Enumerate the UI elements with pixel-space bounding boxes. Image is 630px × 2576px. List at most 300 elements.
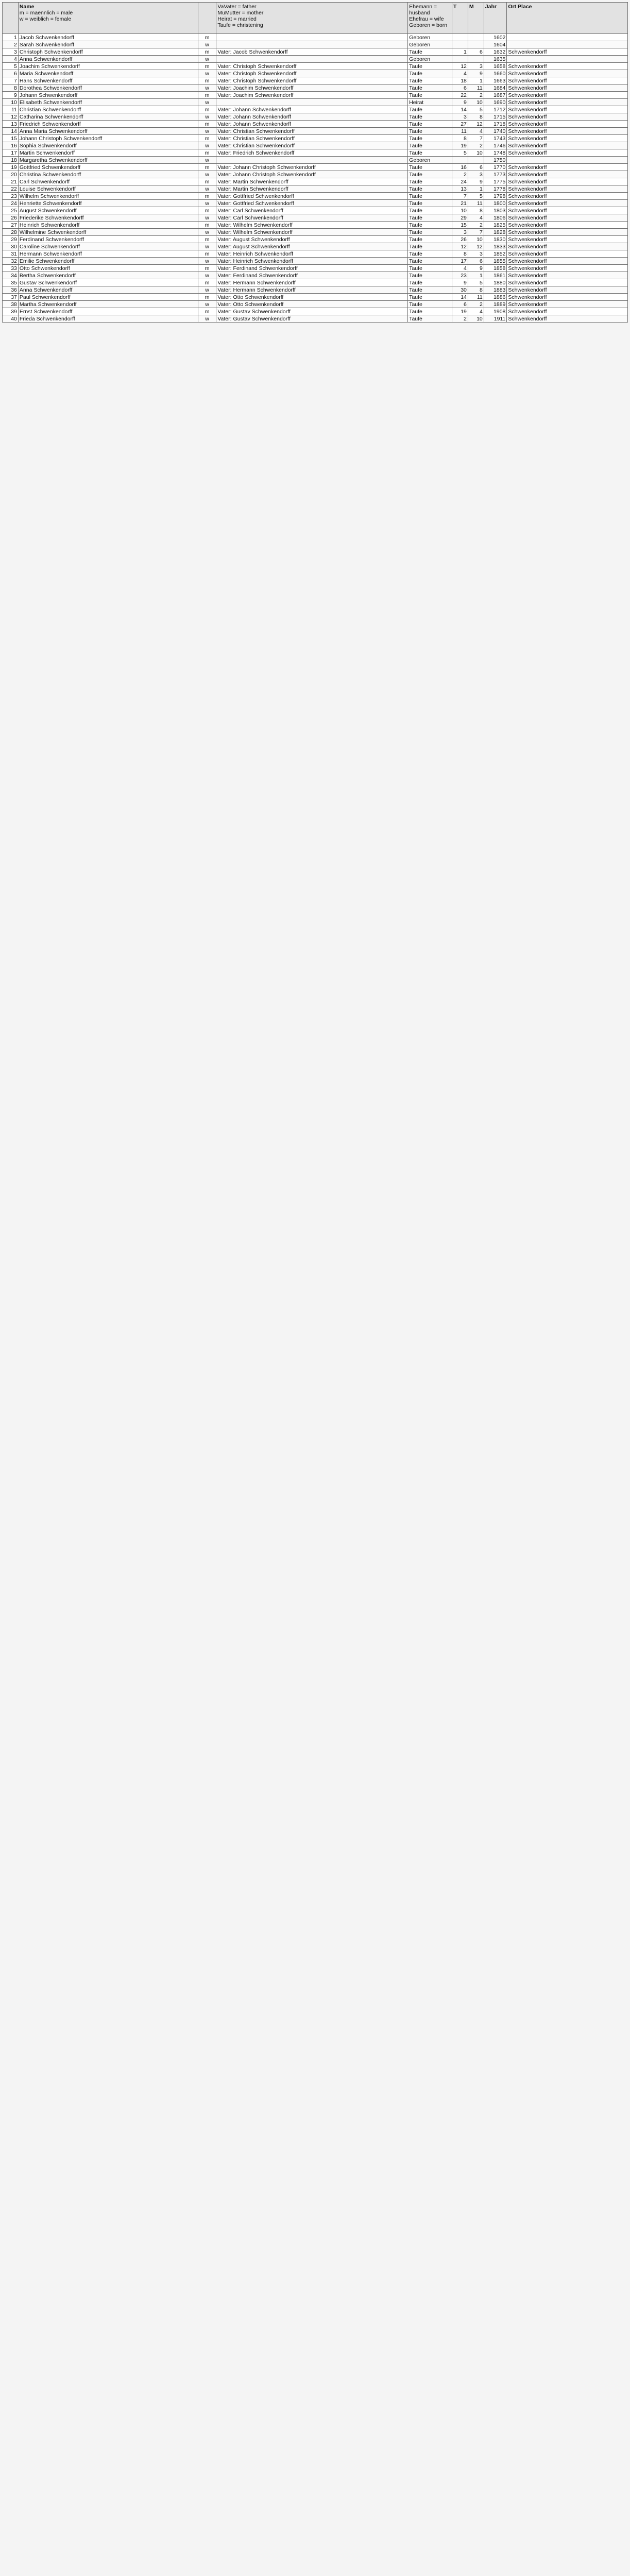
table-row xyxy=(3,63,628,70)
row-month: 12 xyxy=(468,121,484,128)
row-place: Schwenkendorff xyxy=(507,185,628,193)
row-month: 11 xyxy=(468,294,484,301)
row-year: 1635 xyxy=(484,56,507,63)
row-event: Taufe xyxy=(408,214,452,222)
row-year: 1750 xyxy=(484,157,507,164)
row-year: 1806 xyxy=(484,214,507,222)
row-place: Schwenkendorff xyxy=(507,121,628,128)
row-day: 14 xyxy=(452,294,468,301)
row-year: 1712 xyxy=(484,106,507,113)
row-event: Taufe xyxy=(408,48,452,56)
table-row xyxy=(3,301,628,308)
row-nr: 20 xyxy=(3,171,19,178)
row-name: Catharina Schwenkendorff xyxy=(18,113,198,121)
row-sex: m xyxy=(198,149,216,157)
row-event: Taufe xyxy=(408,294,452,301)
row-year: 1684 xyxy=(484,84,507,92)
row-event: Taufe xyxy=(408,149,452,157)
row-name: Jacob Schwenkendorff xyxy=(18,34,198,41)
row-day: 16 xyxy=(452,164,468,171)
row-nr: 10 xyxy=(3,99,19,106)
row-month: 2 xyxy=(468,222,484,229)
row-place xyxy=(507,41,628,48)
row-month: 9 xyxy=(468,265,484,272)
header-month: M xyxy=(468,3,484,34)
row-day: 15 xyxy=(452,222,468,229)
row-name: Dorothea Schwenkendorff xyxy=(18,84,198,92)
row-event: Taufe xyxy=(408,207,452,214)
row-nr: 11 xyxy=(3,106,19,113)
table-row xyxy=(3,200,628,207)
row-event: Geboren xyxy=(408,34,452,41)
row-nr: 26 xyxy=(3,214,19,222)
row-name: Sophia Schwenkendorff xyxy=(18,142,198,149)
row-event: Taufe xyxy=(408,272,452,279)
row-sex: w xyxy=(198,84,216,92)
row-place: Schwenkendorff xyxy=(507,301,628,308)
row-parents: Vater: Joachim Schwenkendorff xyxy=(216,92,408,99)
row-day xyxy=(452,41,468,48)
table-row xyxy=(3,56,628,63)
header-sex-legend-male: m = maennlich = male xyxy=(19,10,73,16)
row-parents: Vater: Johann Schwenkendorff xyxy=(216,106,408,113)
row-sex: m xyxy=(198,34,216,41)
row-parents: Vater: Carl Schwenkendorff xyxy=(216,207,408,214)
row-place: Schwenkendorff xyxy=(507,229,628,236)
table-row xyxy=(3,171,628,178)
row-month: 5 xyxy=(468,106,484,113)
row-year: 1886 xyxy=(484,294,507,301)
header-parents-mother: MuMutter = mother xyxy=(217,10,264,16)
row-nr: 1 xyxy=(3,34,19,41)
row-day: 8 xyxy=(452,250,468,258)
row-sex: m xyxy=(198,236,216,243)
table-row xyxy=(3,142,628,149)
row-parents: Vater: Jacob Schwenkendorff xyxy=(216,48,408,56)
row-sex: m xyxy=(198,294,216,301)
row-month: 9 xyxy=(468,70,484,77)
row-day: 5 xyxy=(452,149,468,157)
row-day: 4 xyxy=(452,265,468,272)
row-year: 1604 xyxy=(484,41,507,48)
table-row xyxy=(3,135,628,142)
table-row xyxy=(3,214,628,222)
row-place: Schwenkendorff xyxy=(507,207,628,214)
row-place xyxy=(507,56,628,63)
row-event: Taufe xyxy=(408,77,452,84)
row-year: 1830 xyxy=(484,236,507,243)
table-row xyxy=(3,34,628,41)
row-sex: w xyxy=(198,258,216,265)
row-year: 1690 xyxy=(484,99,507,106)
row-sex: m xyxy=(198,193,216,200)
row-day: 21 xyxy=(452,200,468,207)
row-month: 8 xyxy=(468,286,484,294)
row-name: Johann Schwenkendorff xyxy=(18,92,198,99)
row-parents: Vater: Gottfried Schwenkendorff xyxy=(216,193,408,200)
row-nr: 29 xyxy=(3,236,19,243)
row-day: 19 xyxy=(452,308,468,315)
row-event: Taufe xyxy=(408,84,452,92)
row-month: 3 xyxy=(468,250,484,258)
row-place: Schwenkendorff xyxy=(507,279,628,286)
row-place: Schwenkendorff xyxy=(507,294,628,301)
row-parents: Vater: Otto Schwenkendorff xyxy=(216,301,408,308)
row-year: 1748 xyxy=(484,149,507,157)
row-parents: Vater: Christoph Schwenkendorff xyxy=(216,63,408,70)
row-name: Elisabeth Schwenkendorff xyxy=(18,99,198,106)
table-row xyxy=(3,258,628,265)
row-sex: m xyxy=(198,279,216,286)
row-year: 1770 xyxy=(484,164,507,171)
row-name: Paul Schwenkendorff xyxy=(18,294,198,301)
row-year: 1658 xyxy=(484,63,507,70)
row-sex: w xyxy=(198,41,216,48)
row-day xyxy=(452,56,468,63)
row-event: Taufe xyxy=(408,142,452,149)
row-year: 1746 xyxy=(484,142,507,149)
row-sex: m xyxy=(198,135,216,142)
row-name: Joachim Schwenkendorff xyxy=(18,63,198,70)
row-nr: 17 xyxy=(3,149,19,157)
row-name: Martha Schwenkendorff xyxy=(18,301,198,308)
table-row xyxy=(3,106,628,113)
row-year: 1660 xyxy=(484,70,507,77)
row-place: Schwenkendorff xyxy=(507,258,628,265)
table-row xyxy=(3,41,628,48)
row-year: 1828 xyxy=(484,229,507,236)
row-sex: m xyxy=(198,178,216,185)
row-event: Geboren xyxy=(408,41,452,48)
row-year: 1632 xyxy=(484,48,507,56)
row-name: Wilhelm Schwenkendorff xyxy=(18,193,198,200)
row-year: 1778 xyxy=(484,185,507,193)
table-row xyxy=(3,272,628,279)
row-year: 1715 xyxy=(484,113,507,121)
row-nr: 31 xyxy=(3,250,19,258)
row-day: 9 xyxy=(452,99,468,106)
row-sex: w xyxy=(198,315,216,323)
row-sex: m xyxy=(198,92,216,99)
row-month: 6 xyxy=(468,48,484,56)
row-parents: Vater: August Schwenkendorff xyxy=(216,236,408,243)
row-event: Taufe xyxy=(408,135,452,142)
row-name: Christoph Schwenkendorff xyxy=(18,48,198,56)
row-name: Hermann Schwenkendorff xyxy=(18,250,198,258)
table-row xyxy=(3,265,628,272)
row-place xyxy=(507,157,628,164)
row-name: Hans Schwenkendorff xyxy=(18,77,198,84)
row-sex: w xyxy=(198,113,216,121)
row-year: 1833 xyxy=(484,243,507,250)
row-place: Schwenkendorff xyxy=(507,142,628,149)
row-parents xyxy=(216,157,408,164)
row-place: Schwenkendorff xyxy=(507,77,628,84)
row-event: Taufe xyxy=(408,185,452,193)
row-year: 1852 xyxy=(484,250,507,258)
row-month: 10 xyxy=(468,99,484,106)
row-parents: Vater: Martin Schwenkendorff xyxy=(216,185,408,193)
row-parents: Vater: Johann Christoph Schwenkendorff xyxy=(216,171,408,178)
row-parents: Vater: Otto Schwenkendorff xyxy=(216,294,408,301)
row-day: 27 xyxy=(452,121,468,128)
row-year: 1889 xyxy=(484,301,507,308)
row-nr: 35 xyxy=(3,279,19,286)
row-place: Schwenkendorff xyxy=(507,48,628,56)
row-nr: 38 xyxy=(3,301,19,308)
row-day: 26 xyxy=(452,236,468,243)
row-name: Bertha Schwenkendorff xyxy=(18,272,198,279)
row-sex: w xyxy=(198,99,216,106)
row-day: 6 xyxy=(452,84,468,92)
row-sex: w xyxy=(198,171,216,178)
row-place: Schwenkendorff xyxy=(507,222,628,229)
row-event: Taufe xyxy=(408,92,452,99)
row-place: Schwenkendorff xyxy=(507,113,628,121)
row-event: Taufe xyxy=(408,178,452,185)
row-month: 1 xyxy=(468,77,484,84)
row-event: Taufe xyxy=(408,250,452,258)
row-sex: w xyxy=(198,157,216,164)
table-row xyxy=(3,121,628,128)
row-day: 1 xyxy=(452,48,468,56)
row-name: Johann Christoph Schwenkendorff xyxy=(18,135,198,142)
row-parents: Vater: Martin Schwenkendorff xyxy=(216,178,408,185)
row-day xyxy=(452,157,468,164)
row-event: Geboren xyxy=(408,157,452,164)
row-month xyxy=(468,157,484,164)
row-parents: Vater: Gottfried Schwenkendorff xyxy=(216,200,408,207)
row-sex: w xyxy=(198,272,216,279)
row-place: Schwenkendorff xyxy=(507,70,628,77)
row-event: Taufe xyxy=(408,279,452,286)
header-sex-legend-female: w = weiblich = female xyxy=(19,16,72,22)
row-month: 10 xyxy=(468,149,484,157)
row-sex: m xyxy=(198,308,216,315)
row-name: Anna Maria Schwenkendorff xyxy=(18,128,198,135)
row-parents: Vater: Heinrich Schwenkendorff xyxy=(216,250,408,258)
row-nr: 8 xyxy=(3,84,19,92)
row-parents: Vater: Christian Schwenkendorff xyxy=(216,142,408,149)
row-nr: 34 xyxy=(3,272,19,279)
row-year: 1740 xyxy=(484,128,507,135)
header-day: T xyxy=(452,3,468,34)
row-sex: w xyxy=(198,56,216,63)
row-parents: Vater: Christian Schwenkendorff xyxy=(216,128,408,135)
table-row xyxy=(3,70,628,77)
header-parents-married: Heirat = married xyxy=(217,16,257,22)
row-name: Friederike Schwenkendorff xyxy=(18,214,198,222)
row-day: 4 xyxy=(452,70,468,77)
row-day: 14 xyxy=(452,106,468,113)
table-row xyxy=(3,308,628,315)
row-nr: 2 xyxy=(3,41,19,48)
row-year: 1861 xyxy=(484,272,507,279)
row-sex: m xyxy=(198,106,216,113)
row-month: 2 xyxy=(468,142,484,149)
row-year: 1718 xyxy=(484,121,507,128)
row-nr: 7 xyxy=(3,77,19,84)
row-place: Schwenkendorff xyxy=(507,243,628,250)
table-row xyxy=(3,286,628,294)
row-event: Taufe xyxy=(408,193,452,200)
row-parents: Vater: Joachim Schwenkendorff xyxy=(216,84,408,92)
header-parents xyxy=(216,3,408,34)
row-nr: 4 xyxy=(3,56,19,63)
header-row xyxy=(3,3,628,34)
header-name xyxy=(18,3,198,34)
table-row xyxy=(3,92,628,99)
row-place: Schwenkendorff xyxy=(507,106,628,113)
row-month: 6 xyxy=(468,164,484,171)
row-year: 1773 xyxy=(484,171,507,178)
row-event: Taufe xyxy=(408,70,452,77)
header-parents-christening: Taufe = christening xyxy=(217,22,263,28)
row-month: 4 xyxy=(468,308,484,315)
row-name: Sarah Schwenkendorff xyxy=(18,41,198,48)
row-year: 1858 xyxy=(484,265,507,272)
row-day: 18 xyxy=(452,77,468,84)
row-name: Carl Schwenkendorff xyxy=(18,178,198,185)
table-row xyxy=(3,315,628,323)
row-year: 1880 xyxy=(484,279,507,286)
row-year: 1911 xyxy=(484,315,507,323)
row-event: Heirat xyxy=(408,99,452,106)
row-sex: w xyxy=(198,185,216,193)
row-parents: Vater: Gustav Schwenkendorff xyxy=(216,315,408,323)
row-month: 3 xyxy=(468,171,484,178)
row-month: 2 xyxy=(468,92,484,99)
table-row xyxy=(3,99,628,106)
row-name: Frieda Schwenkendorff xyxy=(18,315,198,323)
row-name: Christina Schwenkendorff xyxy=(18,171,198,178)
row-sex: m xyxy=(198,77,216,84)
row-month: 11 xyxy=(468,200,484,207)
row-event: Taufe xyxy=(408,171,452,178)
row-nr: 16 xyxy=(3,142,19,149)
row-parents: Vater: Christian Schwenkendorff xyxy=(216,135,408,142)
row-nr: 40 xyxy=(3,315,19,323)
row-sex: w xyxy=(198,142,216,149)
row-day: 13 xyxy=(452,185,468,193)
row-day: 19 xyxy=(452,142,468,149)
table-row xyxy=(3,236,628,243)
row-day: 12 xyxy=(452,63,468,70)
row-nr: 19 xyxy=(3,164,19,171)
row-parents: Vater: Carl Schwenkendorff xyxy=(216,214,408,222)
table-body xyxy=(3,34,628,323)
header-year: Jahr xyxy=(484,3,507,34)
row-name: Anna Schwenkendorff xyxy=(18,286,198,294)
row-year: 1855 xyxy=(484,258,507,265)
row-nr: 13 xyxy=(3,121,19,128)
row-place: Schwenkendorff xyxy=(507,286,628,294)
row-day: 8 xyxy=(452,135,468,142)
table-row xyxy=(3,279,628,286)
row-day: 9 xyxy=(452,279,468,286)
row-name: Friedrich Schwenkendorff xyxy=(18,121,198,128)
table-row xyxy=(3,48,628,56)
row-parents: Vater: Johann Christoph Schwenkendorff xyxy=(216,164,408,171)
row-name: Ernst Schwenkendorff xyxy=(18,308,198,315)
row-event: Taufe xyxy=(408,258,452,265)
row-name: Louise Schwenkendorff xyxy=(18,185,198,193)
row-nr: 21 xyxy=(3,178,19,185)
row-month: 10 xyxy=(468,315,484,323)
row-parents: Vater: Hermann Schwenkendorff xyxy=(216,279,408,286)
table-row xyxy=(3,164,628,171)
row-sex: w xyxy=(198,301,216,308)
row-year: 1800 xyxy=(484,200,507,207)
row-year: 1803 xyxy=(484,207,507,214)
table-row xyxy=(3,113,628,121)
row-parents: Vater: August Schwenkendorff xyxy=(216,243,408,250)
row-month: 10 xyxy=(468,236,484,243)
row-nr: 27 xyxy=(3,222,19,229)
header-sex xyxy=(198,3,216,34)
table-row xyxy=(3,207,628,214)
row-year: 1798 xyxy=(484,193,507,200)
header-name-label: Name xyxy=(19,4,35,10)
row-name: Gustav Schwenkendorff xyxy=(18,279,198,286)
row-nr: 37 xyxy=(3,294,19,301)
row-place: Schwenkendorff xyxy=(507,193,628,200)
row-event: Geboren xyxy=(408,56,452,63)
row-event: Taufe xyxy=(408,106,452,113)
row-year: 1663 xyxy=(484,77,507,84)
row-name: Otto Schwenkendorff xyxy=(18,265,198,272)
row-month: 5 xyxy=(468,193,484,200)
row-nr: 6 xyxy=(3,70,19,77)
row-event: Taufe xyxy=(408,308,452,315)
row-place: Schwenkendorff xyxy=(507,99,628,106)
row-day: 30 xyxy=(452,286,468,294)
header-event-wife: Ehefrau = wife xyxy=(409,16,444,22)
table-row xyxy=(3,193,628,200)
row-event: Taufe xyxy=(408,243,452,250)
row-place: Schwenkendorff xyxy=(507,128,628,135)
row-month: 6 xyxy=(468,258,484,265)
row-nr: 32 xyxy=(3,258,19,265)
row-parents: Vater: Gustav Schwenkendorff xyxy=(216,308,408,315)
table-row xyxy=(3,84,628,92)
row-year: 1775 xyxy=(484,178,507,185)
row-name: Gottfried Schwenkendorff xyxy=(18,164,198,171)
row-day: 7 xyxy=(452,193,468,200)
table-row xyxy=(3,128,628,135)
header-event-born: Geboren = born xyxy=(409,22,448,28)
row-event: Taufe xyxy=(408,265,452,272)
row-name: Anna Schwenkendorff xyxy=(18,56,198,63)
header-event-husband: Ehemann = husband xyxy=(409,4,437,16)
row-place: Schwenkendorff xyxy=(507,164,628,171)
row-sex: m xyxy=(198,121,216,128)
row-place: Schwenkendorff xyxy=(507,265,628,272)
row-parents: Vater: Christoph Schwenkendorff xyxy=(216,77,408,84)
row-nr: 24 xyxy=(3,200,19,207)
row-event: Taufe xyxy=(408,315,452,323)
row-parents: Vater: Wilhelm Schwenkendorff xyxy=(216,229,408,236)
row-month: 8 xyxy=(468,113,484,121)
row-nr: 15 xyxy=(3,135,19,142)
row-day: 2 xyxy=(452,315,468,323)
row-place: Schwenkendorff xyxy=(507,236,628,243)
table-row xyxy=(3,77,628,84)
row-year: 1908 xyxy=(484,308,507,315)
row-day: 12 xyxy=(452,243,468,250)
row-month: 9 xyxy=(468,178,484,185)
row-place: Schwenkendorff xyxy=(507,250,628,258)
